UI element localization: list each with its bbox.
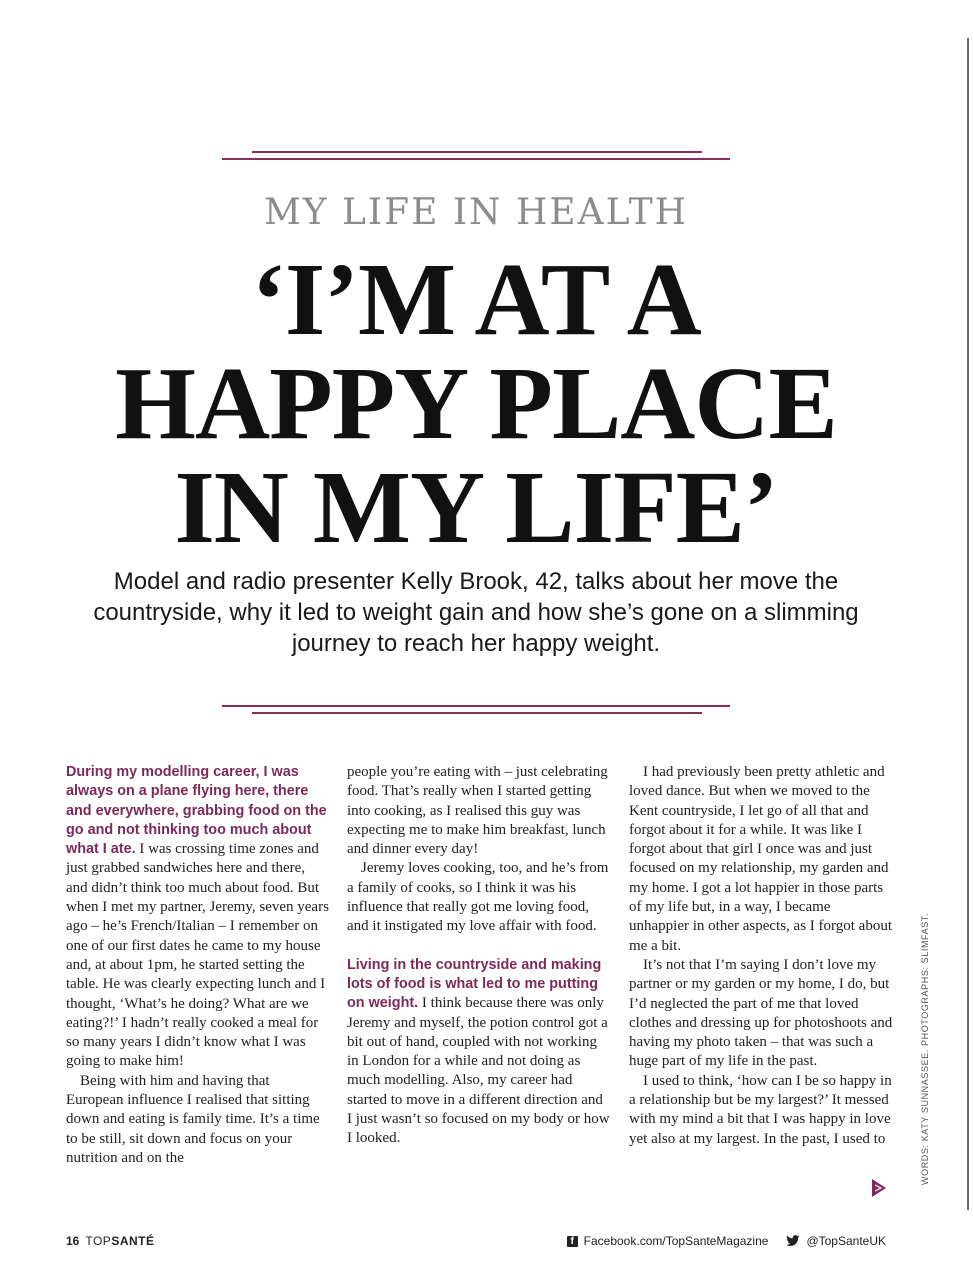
headline-line-3: IN MY LIFE’ bbox=[174, 450, 778, 565]
body-column-2 bbox=[347, 763, 611, 1149]
brand-top: TOP bbox=[85, 1234, 112, 1248]
body-column-3 bbox=[629, 763, 893, 1149]
paragraph: Jeremy loves cooking, too, and he’s from a family of cooks, so I think it was his influence that really got me loving food, and it instigated my love affair with food. bbox=[347, 860, 609, 935]
paragraph-text: I think because there was only Jeremy and myself, the potion control got a bit out of hand, coupled with not working in London for a while and not doing as much modelling. Also, my career had started to move in a different direction and I just wasn’t so focused on my body or how I looked. bbox=[347, 995, 610, 1147]
bottom-rule-1 bbox=[222, 705, 730, 707]
paragraph: Being with him and having that European influence I realised that sitting down and eating is family time. It’s a time to be still, sit down and focus on your nutrition and on the bbox=[66, 1072, 320, 1166]
body-column-1 bbox=[66, 763, 330, 1168]
paragraph bbox=[347, 956, 611, 1149]
photo-credit: WORDS: KATY SUNNASSEE. PHOTOGRAPHS: SLIMFAST. bbox=[920, 912, 930, 1185]
section-kicker: MY LIFE IN HEALTH bbox=[263, 192, 689, 233]
top-rule-1 bbox=[222, 158, 730, 160]
paragraph bbox=[66, 763, 330, 1072]
headline-line-1: ‘I’M AT A bbox=[251, 242, 701, 357]
paragraph: I used to think, ‘how can I be so happy in a relationship but be my largest?’ It messed with my mind a bit that I was happy in love yet also at my largest. In the past, I used to bbox=[629, 1072, 892, 1147]
spacer bbox=[347, 937, 611, 956]
folio bbox=[66, 1234, 154, 1248]
facebook-icon: f bbox=[567, 1236, 578, 1247]
lead-in: During my modelling career, I was always on a plane flying here, there and everywhere, grabbing food on the go and not thinking too much about what I ate. bbox=[66, 764, 327, 858]
paragraph: It’s not that I’m saying I don’t love my partner or my garden or my home, I do, but I’d neglected the part of me that loved clothes and dressing up for photoshoots and having my photo taken – that was such a huge part of my life in the past. bbox=[629, 956, 893, 1070]
subhead: Living in the countryside and making lots of food is what led to me putting on weight. bbox=[347, 956, 602, 1012]
headline bbox=[0, 242, 952, 565]
paragraph: people you’re eating with – just celebrating food. That’s really when I started getting into cooking, as I realised this guy was expecting me to make him breakfast, lunch and dinner every day! bbox=[347, 764, 608, 858]
continue-arrow-icon bbox=[870, 1177, 888, 1199]
social-links bbox=[567, 1234, 886, 1248]
top-rule-2 bbox=[252, 151, 702, 153]
page-edge-line bbox=[967, 38, 969, 1210]
paragraph: I had previously been pretty athletic and loved dance. But when we moved to the Kent countryside, I let go of all that and forgot about it for a while. It was like I forgot about that girl I once was and just focused on my relationship, my garden and my home. I got a lot happier in those parts of my life but, in a way, I became unhappier in other aspects, as I forgot about me a bit. bbox=[629, 764, 892, 954]
standfirst: Model and radio presenter Kelly Brook, 42, talks about her move the countryside, why it led to weight gain and how she’s gone on a slimming journey to reach her happy weight. bbox=[93, 568, 859, 657]
paragraph-text: I was crossing time zones and just grabbed sandwiches here and there, and didn’t think too much about food. But when I met my partner, Jeremy, seven years ago – he’s French/Italian – I remember on one of our first dates he came to my house and, at about 1pm, he started setting the table. He was clearly expecting lunch and I thought, ‘What’s he doing? What are we eating?!’ I hadn’t really cooked a meal for so many years I didn’t know what I was going to make him! bbox=[66, 841, 329, 1070]
bottom-rule-2 bbox=[252, 712, 702, 714]
brand-sante: SANTÉ bbox=[111, 1234, 155, 1248]
twitter-link[interactable]: @TopSanteUK bbox=[806, 1234, 886, 1248]
headline-line-2: HAPPY PLACE bbox=[115, 346, 837, 461]
twitter-icon bbox=[786, 1235, 800, 1247]
facebook-link[interactable]: Facebook.com/TopSanteMagazine bbox=[583, 1234, 769, 1248]
page-number: 16 bbox=[66, 1234, 80, 1248]
